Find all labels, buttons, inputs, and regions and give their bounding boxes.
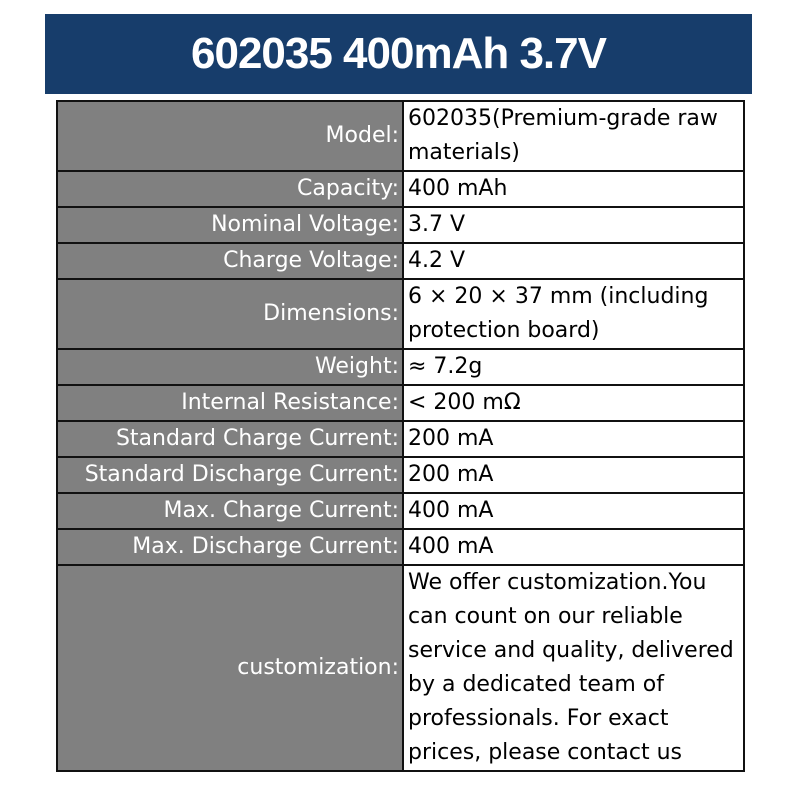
title-banner [45,14,752,94]
spec-value: ≈ 7.2g [403,349,744,385]
spec-value: < 200 mΩ [403,385,744,421]
spec-row-max-charge-current [57,493,744,529]
spec-row-standard-discharge-current [57,457,744,493]
spec-label: Internal Resistance: [57,385,403,421]
spec-value: 400 mA [403,529,744,565]
spec-label: Capacity: [57,171,403,207]
spec-label: Model: [57,101,403,171]
spec-value: 3.7 V [403,207,744,243]
spec-value: 400 mA [403,493,744,529]
spec-row-internal-resistance [57,385,744,421]
spec-value: 400 mAh [403,171,744,207]
spec-label: Standard Charge Current: [57,421,403,457]
spec-value: We offer customization.You can count on our reliable service and quality, delivered by a dedicated team of professionals. For exact prices, please contact us [403,565,744,771]
spec-row-max-discharge-current [57,529,744,565]
spec-row-weight [57,349,744,385]
spec-label: customization: [57,565,403,771]
spec-label: Charge Voltage: [57,243,403,279]
spec-value: 4.2 V [403,243,744,279]
spec-row-capacity [57,171,744,207]
spec-label: Weight: [57,349,403,385]
spec-label: Standard Discharge Current: [57,457,403,493]
page-title: 602035 400mAh 3.7V [191,29,606,78]
spec-value: 6 × 20 × 37 mm (including protection board) [403,279,744,349]
spec-row-nominal-voltage [57,207,744,243]
spec-value: 602035(Premium-grade raw materials) [403,101,744,171]
spec-label: Max. Discharge Current: [57,529,403,565]
spec-label: Dimensions: [57,279,403,349]
spec-row-standard-charge-current [57,421,744,457]
spec-label: Nominal Voltage: [57,207,403,243]
spec-row-charge-voltage [57,243,744,279]
spec-row-customization [57,565,744,771]
spec-value: 200 mA [403,457,744,493]
spec-table [56,100,745,772]
spec-label: Max. Charge Current: [57,493,403,529]
spec-row-dimensions [57,279,744,349]
spec-value: 200 mA [403,421,744,457]
spec-row-model [57,101,744,171]
